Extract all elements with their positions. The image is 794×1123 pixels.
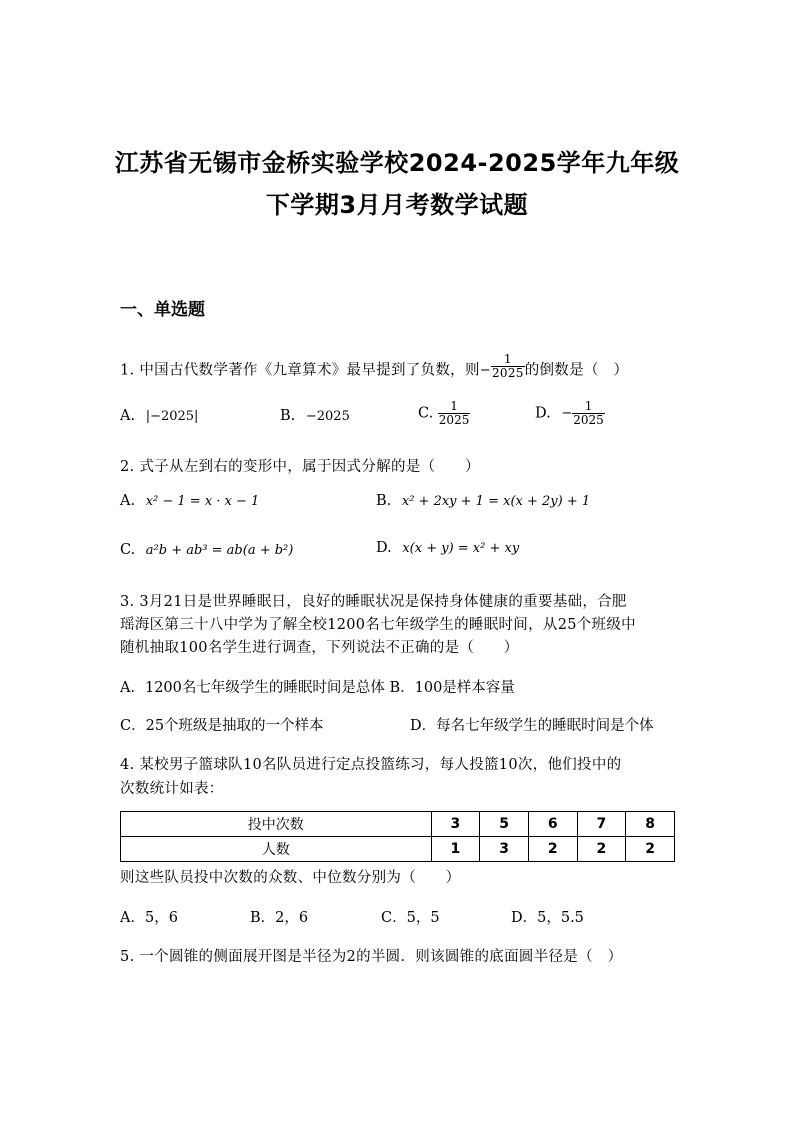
- q1-option-d-num: 1: [584, 399, 593, 413]
- q1-option-c-den: 2025: [438, 413, 470, 427]
- q1-option-b[interactable]: [280, 408, 350, 424]
- q4-option-c[interactable]: C．5，5: [381, 910, 440, 926]
- q1-option-c-num: 1: [450, 399, 458, 413]
- q1-option-d-den: 2025: [573, 413, 604, 427]
- q4-option-d[interactable]: D．5，5.5: [511, 910, 584, 926]
- q3-option-ab[interactable]: A．1200名七年级学生的睡眠时间是总体 B．100是样本容量: [120, 680, 515, 696]
- q1-option-a-expr: |−2025|: [145, 409, 199, 424]
- question-4-after: 则这些队员投中次数的众数、中位数分别为（ ）: [120, 870, 461, 886]
- table-cell: 3: [480, 837, 529, 862]
- question-2: 2. 式子从左到右的变形中，属于因式分解的是（ ）: [120, 459, 480, 475]
- table-row: [121, 812, 675, 837]
- shots-table: [120, 811, 675, 862]
- section-heading: 一、单选题: [120, 300, 205, 320]
- table-cell: 2: [528, 837, 577, 862]
- question-3-line2: 瑶海区第三十八中学为了解全校1200名七年级学生的睡眠时间，从25个班级中: [120, 617, 636, 633]
- q2-option-c-label: C.: [120, 542, 136, 558]
- q2-option-c-expr: a²b + ab³ = ab(a + b²): [145, 543, 294, 558]
- q3-option-d[interactable]: D．每名七年级学生的睡眠时间是个体: [410, 718, 654, 734]
- q1-option-a-label: A.: [120, 408, 136, 424]
- table-cell: 5: [480, 812, 529, 837]
- table-head-shots: 投中次数: [121, 812, 432, 837]
- q1-option-a[interactable]: [120, 408, 198, 424]
- table-cell: 8: [626, 812, 675, 837]
- q2-option-c[interactable]: [120, 542, 293, 558]
- q1-option-d-fraction: [572, 400, 605, 427]
- q1-frac-sign: −: [479, 363, 491, 378]
- exam-title-line2: 下学期3月月考数学试题: [265, 191, 529, 219]
- q1-fraction: [491, 353, 525, 380]
- q2-option-a[interactable]: [120, 493, 259, 509]
- q2-option-a-expr: x² − 1 = x · x − 1: [145, 494, 260, 509]
- q1-option-b-expr: −2025: [305, 409, 350, 424]
- q1-option-c-fraction: [438, 400, 471, 427]
- q4-option-b[interactable]: B．2，6: [250, 910, 309, 926]
- table-cell: 3: [431, 812, 480, 837]
- table-cell: 2: [577, 837, 626, 862]
- q2-option-d-label: D.: [376, 540, 392, 556]
- q1-suffix: 的倒数是（ ）: [524, 362, 629, 379]
- q2-option-b-label: B.: [376, 493, 392, 509]
- q1-frac-num: 1: [503, 352, 512, 366]
- q1-option-b-label: B.: [280, 408, 296, 424]
- table-cell: 1: [431, 837, 480, 862]
- q1-option-c[interactable]: [418, 400, 470, 427]
- question-3-line3: 随机抽取100名学生进行调查，下列说法不正确的是（ ）: [120, 640, 519, 656]
- table-cell: 2: [626, 837, 675, 862]
- table-cell: 7: [577, 812, 626, 837]
- table-cell: 6: [528, 812, 577, 837]
- question-5: 5. 一个圆锥的侧面展开图是半径为2的半圆．则该圆锥的底面圆半径是（ ）: [120, 949, 623, 965]
- q1-option-d[interactable]: [535, 400, 605, 427]
- q2-option-d-expr: x(x + y) = x² + xy: [402, 541, 520, 556]
- q1-prefix: 1. 中国古代数学著作《九章算术》最早提到了负数，则: [120, 362, 480, 379]
- q2-option-b-expr: x² + 2xy + 1 = x(x + 2y) + 1: [401, 494, 591, 509]
- q1-option-d-sign: −: [561, 406, 573, 421]
- q1-option-d-label: D.: [535, 405, 551, 422]
- q2-option-d[interactable]: [376, 540, 519, 556]
- table-row: [121, 837, 675, 862]
- question-1: [120, 352, 629, 384]
- q3-option-c[interactable]: C．25个班级是抽取的一个样本: [120, 718, 324, 734]
- question-3-line1: 3. 3月21日是世界睡眠日，良好的睡眠状况是保持身体健康的重要基础，合肥: [120, 594, 627, 610]
- q2-option-a-label: A.: [120, 493, 136, 509]
- question-4-line1: 4. 某校男子篮球队10名队员进行定点投篮练习，每人投篮10次，他们投中的: [120, 757, 622, 773]
- q4-option-a[interactable]: A．5，6: [120, 910, 178, 926]
- table-head-people: 人数: [121, 837, 432, 862]
- q1-option-c-label: C.: [418, 405, 434, 422]
- q2-option-b[interactable]: [376, 493, 590, 509]
- q1-frac-den: 2025: [491, 366, 524, 380]
- question-4-line2: 次数统计如表：: [120, 781, 224, 797]
- exam-title-line1: 江苏省无锡市金桥实验学校2024-2025学年九年级: [114, 149, 680, 177]
